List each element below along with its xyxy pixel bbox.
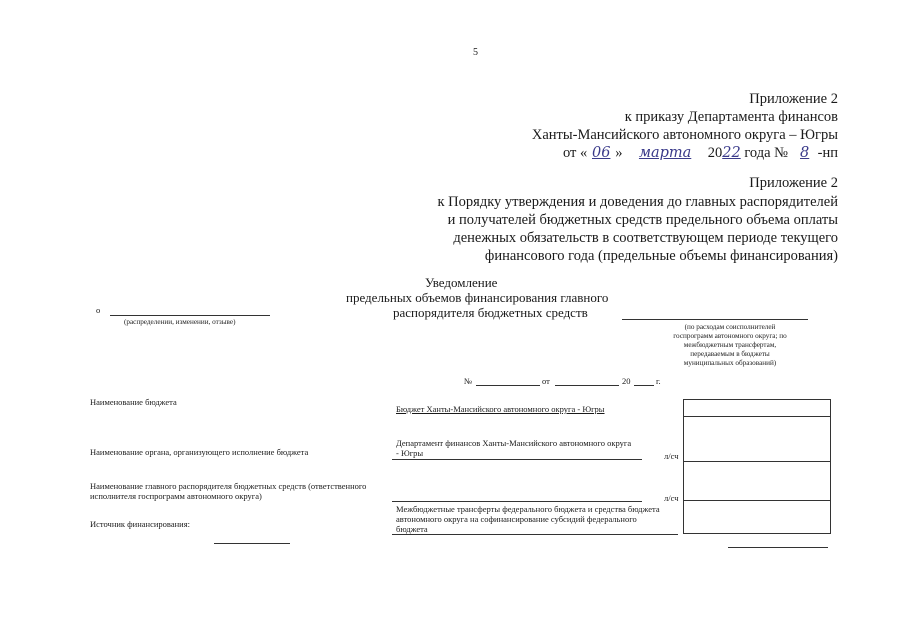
codes-box-divider xyxy=(683,461,831,462)
notice-line: предельных объемов финансирования главного xyxy=(346,290,609,305)
row-value-source: автономного округа на софинансирование субсидий федерального xyxy=(396,514,637,524)
left-caption: (распределении, изменении, отзыве) xyxy=(124,318,236,326)
page-number: 5 xyxy=(473,47,478,58)
blank-line xyxy=(214,543,290,544)
blank-line xyxy=(392,534,678,535)
year-label: 20 xyxy=(622,376,631,386)
appendix-line: Ханты-Мансийского автономного округа – Югры xyxy=(531,127,838,143)
appendix2-title: Приложение 2 xyxy=(749,175,838,191)
blank-line xyxy=(555,385,619,386)
handwritten-year: 22 xyxy=(722,145,741,161)
year-prefix: 20 xyxy=(707,145,723,161)
year-word: года № xyxy=(744,145,789,161)
blank-line xyxy=(392,501,642,502)
from-label: от xyxy=(542,376,550,386)
blank-line xyxy=(392,459,642,460)
row-value-source: Межбюджетные трансферты федерального бюджета и средства бюджета xyxy=(396,504,660,514)
codes-box xyxy=(683,399,831,534)
blank-line xyxy=(110,315,270,316)
appendix2-line: и получателей бюджетных средств предельного объема оплаты xyxy=(447,212,838,228)
codes-box-divider xyxy=(683,500,831,501)
right-note xyxy=(640,323,820,368)
appendix2-line: финансового года (предельные объемы финансирования) xyxy=(484,248,838,264)
appendix2-line: к Порядку утверждения и доведения до главных распорядителей xyxy=(437,194,838,210)
row-value-source: бюджета xyxy=(396,524,428,534)
appendix-line: к приказу Департамента финансов xyxy=(624,109,838,125)
appendix-date-line xyxy=(563,144,838,162)
appendix-title: Приложение 2 xyxy=(749,91,838,107)
quote-close: » xyxy=(615,145,623,161)
marker: о xyxy=(96,305,101,315)
blank-line xyxy=(728,547,828,548)
codes-box-divider xyxy=(683,416,831,417)
notice-title: Уведомление xyxy=(425,275,498,290)
handwritten-number: 8 xyxy=(800,145,810,161)
notice-line: распорядителя бюджетных средств xyxy=(393,305,588,320)
row-label-budget: Наименование бюджета xyxy=(90,397,177,407)
row-label-source: Источник финансирования: xyxy=(90,519,190,529)
right-note-line: (по расходам соисполнителей xyxy=(684,323,776,331)
appendix2-line: денежных обязательств в соответствующем периоде текущего xyxy=(453,230,838,246)
g-label: г. xyxy=(656,376,661,386)
handwritten-day: 06 xyxy=(592,145,611,161)
row-label-organ: Наименование органа, организующего исполнение бюджета xyxy=(90,447,309,457)
row-value-organ: - Югры xyxy=(396,448,424,458)
account-label: л/сч xyxy=(664,493,679,503)
account-label: л/сч xyxy=(664,451,679,461)
number-label: № xyxy=(464,376,473,386)
date-prefix: от « xyxy=(562,145,588,161)
blank-line xyxy=(476,385,540,386)
right-note-line: муниципальных образований) xyxy=(683,359,777,367)
handwritten-month: марта xyxy=(638,145,692,161)
row-label-main-manager: исполнителя госпрограмм автономного округа) xyxy=(90,491,262,501)
blank-line xyxy=(634,385,654,386)
row-label-main-manager: Наименование главного распорядителя бюджетных средств (ответственного xyxy=(90,481,367,491)
right-note-line: межбюджетным трансфертам, xyxy=(683,341,777,349)
blank-line xyxy=(622,319,808,320)
row-value-budget: Бюджет Ханты-Мансийского автономного округа - Югры xyxy=(396,404,605,414)
number-suffix: -нп xyxy=(817,145,838,161)
right-note-line: госпрограмм автономного округа; по xyxy=(673,332,787,340)
row-value-organ: Департамент финансов Ханты-Мансийского автономного округа xyxy=(396,438,632,448)
right-note-line: передаваемым в бюджеты xyxy=(690,350,770,358)
